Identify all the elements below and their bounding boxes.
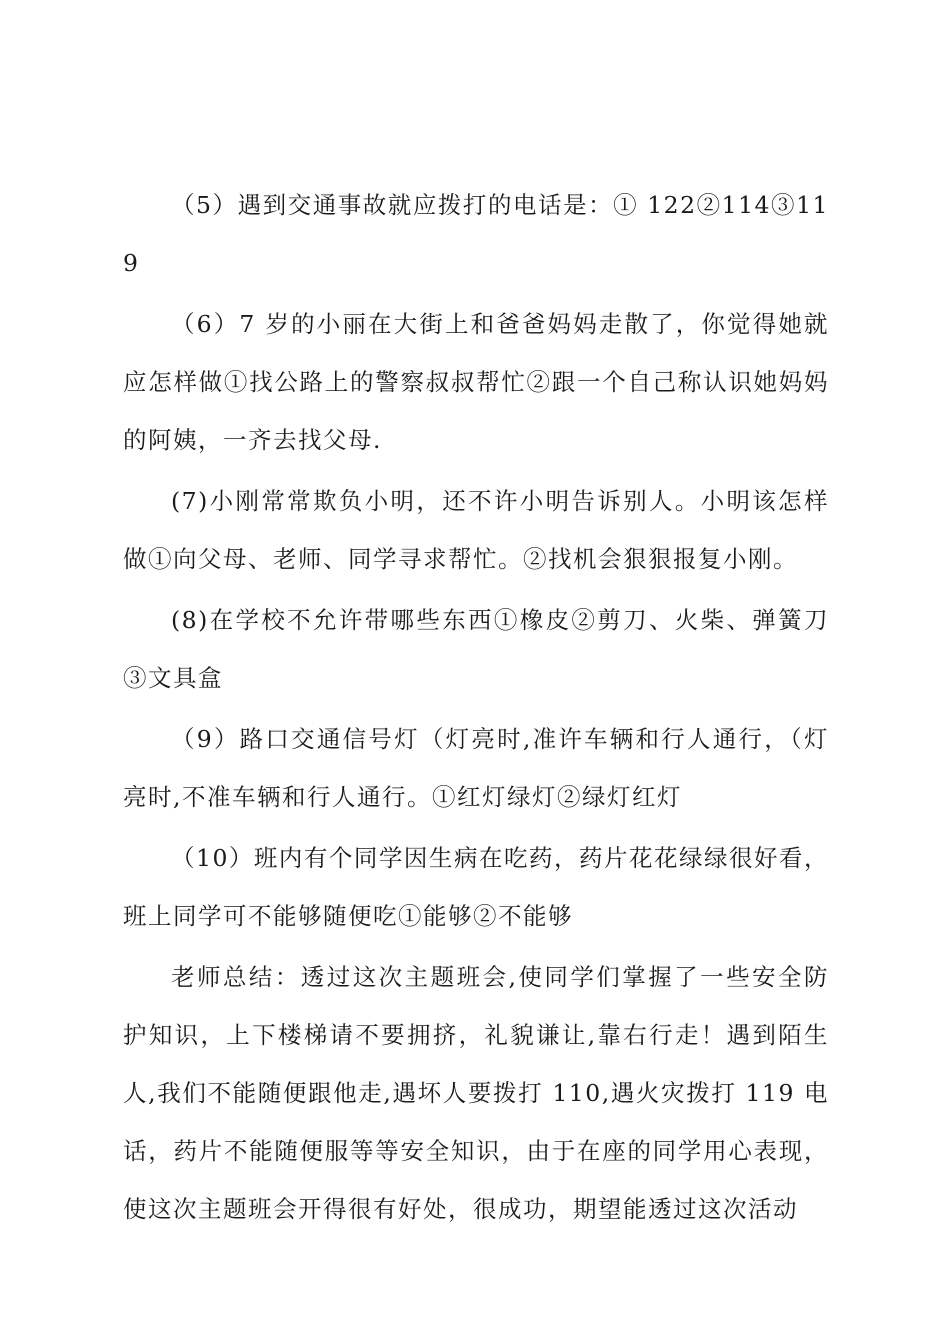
question-7: (7)小刚常常欺负小明，还不许小明告诉别人。小明该怎样做①向父母、老师、同学寻求帮忙。②找机会狠狠报复小刚。 (123, 487, 829, 573)
document-body (123, 176, 829, 1238)
teacher-summary: 老师总结：透过这次主题班会,使同学们掌握了一些安全防护知识，上下楼梯请不要拥挤，礼貌谦让,靠右行走！遇到陌生人,我们不能随便跟他走,遇坏人要拨打 110,遇火灾拨打 119 电话，药片不能随便服等等安全知识，由于在座的同学用心表现，使这次主题班会开得很有好处，很成功，期望能透过这次活动 (123, 963, 829, 1223)
question-9: （9）路口交通信号灯（灯亮时,准许车辆和行人通行，（灯亮时,不准车辆和行人通行。①红灯绿灯②绿灯红灯 (123, 725, 829, 811)
question-10: （10）班内有个同学因生病在吃药，药片花花绿绿很好看，班上同学可不能够随便吃①能够②不能够 (123, 844, 829, 930)
question-6: （6）7 岁的小丽在大街上和爸爸妈妈走散了，你觉得她就应怎样做①找公路上的警察叔叔帮忙②跟一个自己称认识她妈妈的阿姨，一齐去找父母. (123, 310, 829, 454)
question-5: （5）遇到交通事故就应拨打的电话是：① 122②114③119 (123, 191, 829, 277)
question-8: (8)在学校不允许带哪些东西①橡皮②剪刀、火柴、弹簧刀③文具盒 (123, 606, 829, 692)
